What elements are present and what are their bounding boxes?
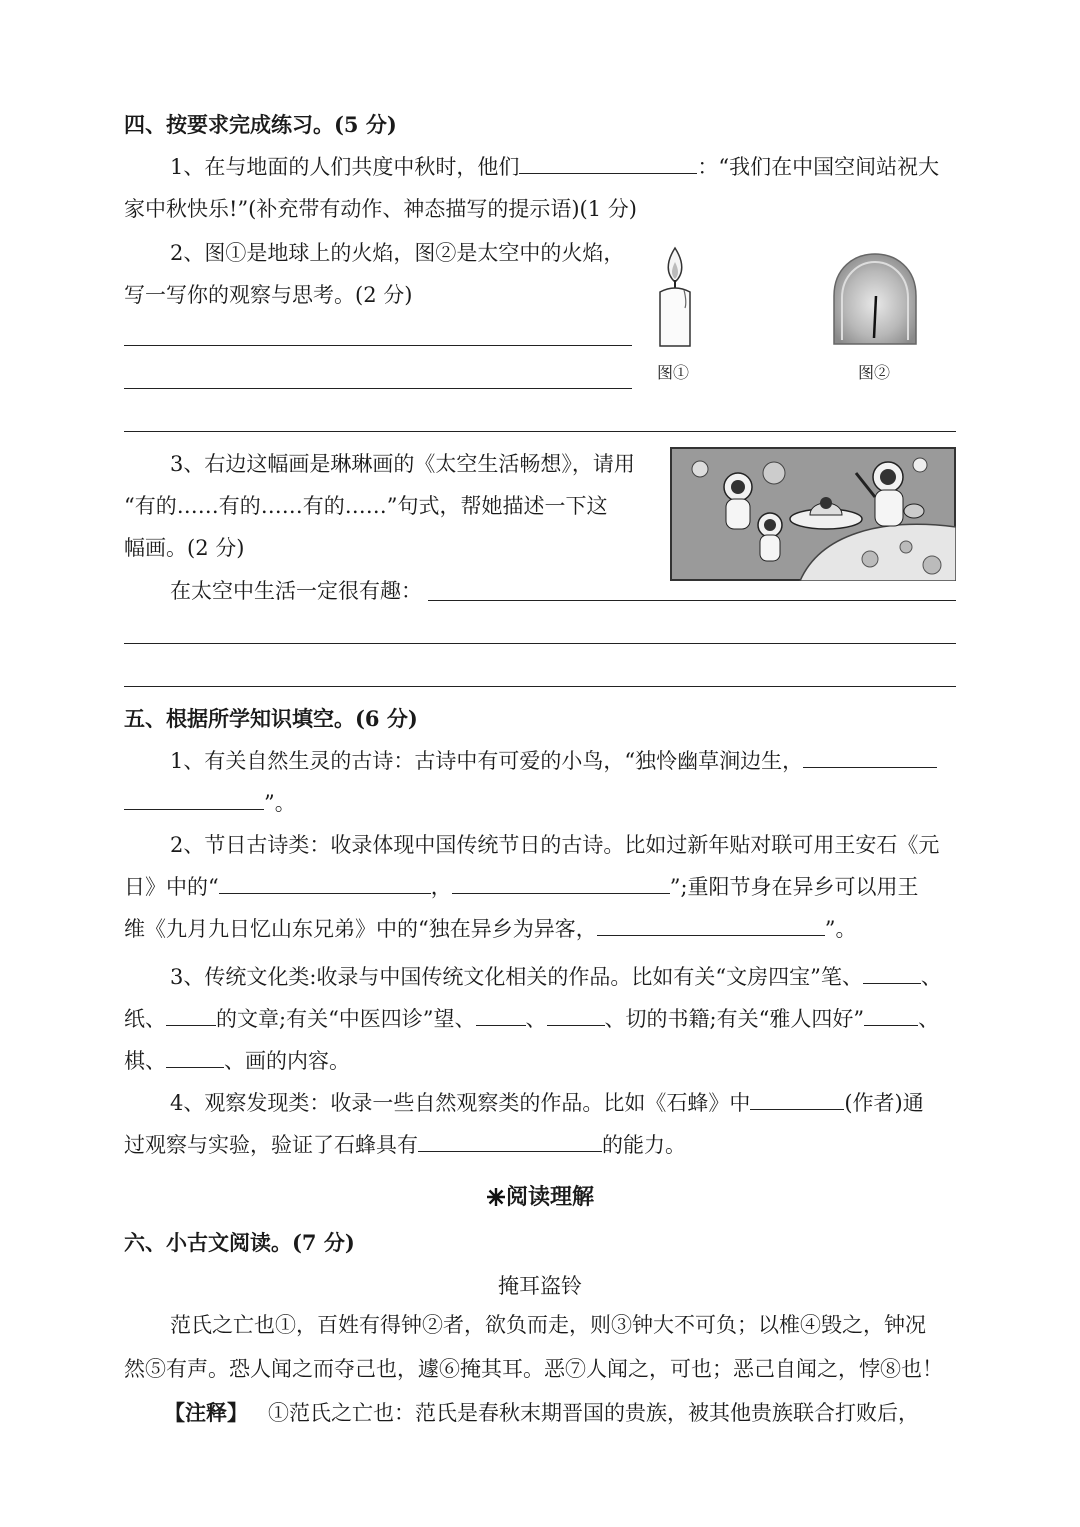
astronaut-face-icon xyxy=(731,480,745,494)
q4-1-text-a: 1、在与地面的人们共度中秋时，他们 xyxy=(170,155,520,179)
q5-2-line3 xyxy=(124,914,856,944)
reading-heading xyxy=(0,1180,1080,1211)
q5-4-blank-b[interactable] xyxy=(418,1131,602,1152)
q5-1-line2 xyxy=(124,788,296,818)
q4-3-answer-line-1[interactable] xyxy=(428,600,956,601)
q4-2-line1: 2、图①是地球上的火焰，图②是太空中的火焰， xyxy=(170,241,625,265)
q5-3-text-c: 纸、 xyxy=(124,1007,166,1031)
q5-3-line2 xyxy=(124,1004,939,1034)
candle-earth-figure xyxy=(640,242,710,352)
section5-title: 五、根据所学知识填空。(6 分) xyxy=(124,706,418,731)
q5-1-text: 1、有关自然生灵的古诗：古诗中有可爱的小鸟，“独怜幽草涧边生， xyxy=(170,749,804,773)
q5-4-text-b: (作者)通 xyxy=(844,1091,924,1115)
reading-heading-text: 阅读理解 xyxy=(505,1185,594,1210)
section4-title: 四、按要求完成练习。(5 分) xyxy=(124,112,397,137)
passage-title: 掩耳盗铃 xyxy=(498,1274,582,1298)
q5-3-text-a: 3、传统文化类:收录与中国传统文化相关的作品。比如有关“文房四宝”笔、 xyxy=(170,965,863,989)
q5-1-line1 xyxy=(170,746,937,776)
q5-2-line2 xyxy=(124,872,919,902)
q4-1-text-b: ：“我们在中国空间站祝大 xyxy=(697,155,940,179)
astronaut-face-icon xyxy=(880,469,896,485)
planet-icon xyxy=(913,458,927,472)
q5-4-line2 xyxy=(124,1130,686,1160)
q5-4-text-c: 过观察与实验，验证了石蜂具有 xyxy=(124,1133,418,1157)
q5-3-text-h: 棋、 xyxy=(124,1049,166,1073)
passage-line-1: 范氏之亡也①，百姓有得钟②者，欲负而走，则③钟大不可负；以椎④毁之，钟况 xyxy=(170,1313,926,1337)
q4-2-answer-line-3[interactable] xyxy=(124,431,956,432)
note-line xyxy=(164,1398,919,1428)
crater-icon xyxy=(923,556,941,574)
q5-3-blank-b[interactable] xyxy=(166,1005,216,1026)
starburst-icon xyxy=(486,1187,506,1207)
q5-3-text-b: 、 xyxy=(920,965,942,989)
q4-3-prompt: 在太空中生活一定很有趣： xyxy=(170,579,422,603)
q5-2-blank-a[interactable] xyxy=(219,873,431,894)
q5-1-text-end: ”。 xyxy=(264,791,296,815)
q5-1-blank-b[interactable] xyxy=(124,789,264,810)
fig1-caption: 图① xyxy=(657,363,690,382)
q5-4-blank-a[interactable] xyxy=(750,1089,844,1110)
astronaut-body-icon xyxy=(760,535,780,561)
section6-title: 六、小古文阅读。(7 分) xyxy=(124,1230,355,1255)
q5-2-text-d: 维《九月九日忆山东兄弟》中的“独在异乡为异客， xyxy=(124,917,597,941)
q5-3-blank-d[interactable] xyxy=(547,1005,605,1026)
flame-space-figure xyxy=(828,250,922,348)
astronaut-body-icon xyxy=(726,499,750,529)
planet-icon xyxy=(692,461,708,477)
planet-icon xyxy=(763,462,785,484)
q4-1-answer-blank[interactable] xyxy=(519,153,697,174)
q4-3-prompt-line xyxy=(170,576,422,606)
q4-3-answer-line-2[interactable] xyxy=(124,643,956,644)
q5-3-line3 xyxy=(124,1046,350,1076)
q5-3-text-i: 、画的内容。 xyxy=(224,1049,350,1073)
note-text: ①范氏之亡也：范氏是春秋末期晋国的贵族，被其他贵族联合打败后， xyxy=(268,1401,920,1425)
q5-4-line1 xyxy=(170,1088,924,1118)
q5-4-text-d: 的能力。 xyxy=(602,1133,686,1157)
space-life-drawing xyxy=(670,447,956,581)
q5-2-text-b: ， xyxy=(430,875,452,899)
q5-3-blank-a[interactable] xyxy=(863,963,921,984)
q4-3-line1: 3、右边这幅画是琳琳画的《太空生活畅想》，请用 xyxy=(170,452,635,476)
passage-line-2: 然⑤有声。恐人闻之而夺己也，遽⑥掩其耳。恶⑦人闻之，可也；恶己自闻之，悖⑧也！ xyxy=(124,1357,943,1381)
palette-icon xyxy=(904,504,924,518)
crater-icon xyxy=(862,551,878,567)
q5-2-line1: 2、节日古诗类：收录体现中国传统节日的古诗。比如过新年贴对联可用王安石《元 xyxy=(170,833,940,857)
crater-icon xyxy=(900,541,912,553)
q5-3-line1 xyxy=(170,962,942,992)
q4-2-answer-line-2[interactable] xyxy=(124,388,632,389)
q5-3-text-f: 、切的书籍;有关“雅人四好” xyxy=(604,1007,865,1031)
q4-3-line2: “有的……有的……有的……”句式，帮她描述一下这 xyxy=(124,494,608,518)
q5-3-text-d: 的文章;有关“中医四诊”望、 xyxy=(216,1007,476,1031)
q4-3-answer-line-3[interactable] xyxy=(124,686,956,687)
q5-2-blank-c[interactable] xyxy=(597,915,825,936)
q4-3-line3: 幅画。(2 分) xyxy=(124,536,245,560)
q5-3-text-e: 、 xyxy=(525,1007,547,1031)
astronaut-body-icon xyxy=(875,490,903,526)
fig2-caption: 图② xyxy=(858,363,891,382)
q5-3-blank-f[interactable] xyxy=(166,1047,224,1068)
q5-2-blank-b[interactable] xyxy=(452,873,670,894)
astronaut-face-icon xyxy=(764,519,776,531)
q4-2-line2: 写一写你的观察与思考。(2 分) xyxy=(124,283,413,307)
q4-2-answer-line-1[interactable] xyxy=(124,345,632,346)
pilot-head-icon xyxy=(820,497,832,509)
q5-3-blank-c[interactable] xyxy=(476,1005,526,1026)
q4-1-line1 xyxy=(170,152,939,182)
q4-1-line2: 家中秋快乐!”(补充带有动作、神态描写的提示语)(1 分) xyxy=(124,197,637,221)
q5-3-blank-e[interactable] xyxy=(864,1005,918,1026)
q5-2-text-e: ”。 xyxy=(824,917,857,941)
q5-4-text-a: 4、观察发现类：收录一些自然观察类的作品。比如《石蜂》中 xyxy=(170,1091,751,1115)
q5-3-text-g: 、 xyxy=(918,1007,940,1031)
q5-1-blank-a[interactable] xyxy=(803,747,937,768)
q5-2-text-c: ”;重阳节身在异乡可以用王 xyxy=(669,875,919,899)
q5-2-text-a: 日》中的“ xyxy=(124,875,219,899)
note-label: 【注释】 xyxy=(164,1400,248,1425)
